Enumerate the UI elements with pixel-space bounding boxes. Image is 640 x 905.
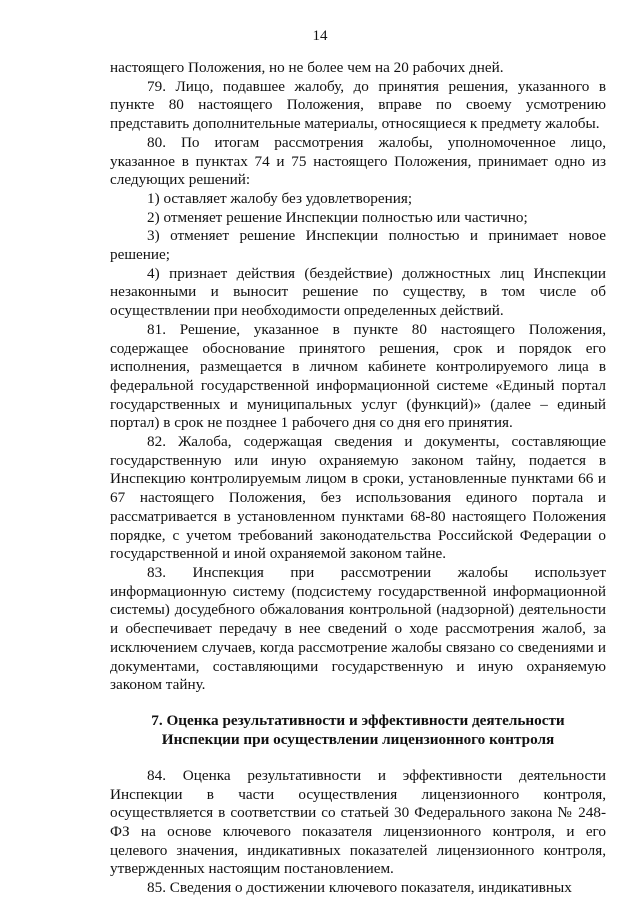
list-item-1: 1) оставляет жалобу без удовлетворения;	[147, 189, 413, 207]
paragraph-83: 83. Инспекция при рассмотрении жалобы использует информационную систему (подсистему государственной информационной системы) досудебного обжалования контрольной (надзорной) деятельности и обеспечивает передачу в нее сведений о ходе рассмотрения жалоб, за исключением случаев, когда рассмотрение жалобы связано со сведениями и документами, составляющими государственную и иную охраняемую законом тайну.	[110, 563, 606, 694]
section-heading-line-1: 7. Оценка результативности и эффективности деятельности	[151, 711, 565, 729]
section-heading	[110, 711, 606, 749]
paragraph-81: 81. Решение, указанное в пункте 80 настоящего Положения, содержащее обоснование принятого решения, срок и порядок его исполнения, размещается в личном кабинете контролируемого лица в федеральной государственной информационной системе «Единый портал государственных и муниципальных услуг (функций)» (далее – единый портал) в срок не позднее 1 рабочего дня со дня его принятия.	[110, 320, 606, 432]
paragraph-84: 84. Оценка результативности и эффективности деятельности Инспекции в части осуществления лицензионного контроля, осуществляется в соответствии со статьей 30 Федерального закона № 248-ФЗ на основе ключевого показателя лицензионного контроля, и его целевого значения, индикативных показателей лицензионного контроля, утвержденных настоящим постановлением.	[110, 766, 606, 878]
list-item-3: 3) отменяет решение Инспекции полностью и принимает новое решение;	[110, 227, 606, 264]
paragraph-85: 85. Сведения о достижении ключевого показателя, индикативных	[147, 879, 572, 897]
document-body	[110, 59, 606, 898]
paragraph-79: 79. Лицо, подавшее жалобу, до принятия решения, указанного в пункте 80 настоящего Положения, вправе по своему усмотрению представить дополнительные материалы, относящиеся к предмету жалобы.	[110, 77, 606, 133]
paragraph: настоящего Положения, но не более чем на 20 рабочих дней.	[110, 59, 504, 76]
paragraph-80: 80. По итогам рассмотрения жалобы, уполномоченное лицо, указанное в пунктах 74 и 75 настоящего Положения, принимает одно из следующих решений:	[110, 133, 606, 189]
section-heading-line-2: Инспекции при осуществлении лицензионного контроля	[161, 730, 555, 748]
page-number: 14	[312, 28, 328, 44]
paragraph-82: 82. Жалоба, содержащая сведения и документы, составляющие государственную или иную охраняемую законом тайну, подается в Инспекцию контролируемым лицом в сроки, установленные пунктами 66 и 67 настоящего Положения, без использования единого портала и рассматривается в установленном пунктами 68-80 настоящего Положения порядке, с учетом требований законодательства Российской Федерации о государственной и иной охраняемой законом тайне.	[110, 433, 606, 563]
list-item-4: 4) признает действия (бездействие) должностных лиц Инспекции незаконными и выносит решение по существу, в том числе об осуществлении при необходимости определенных действий.	[110, 264, 606, 320]
list-item-2: 2) отменяет решение Инспекции полностью или частично;	[147, 208, 528, 226]
